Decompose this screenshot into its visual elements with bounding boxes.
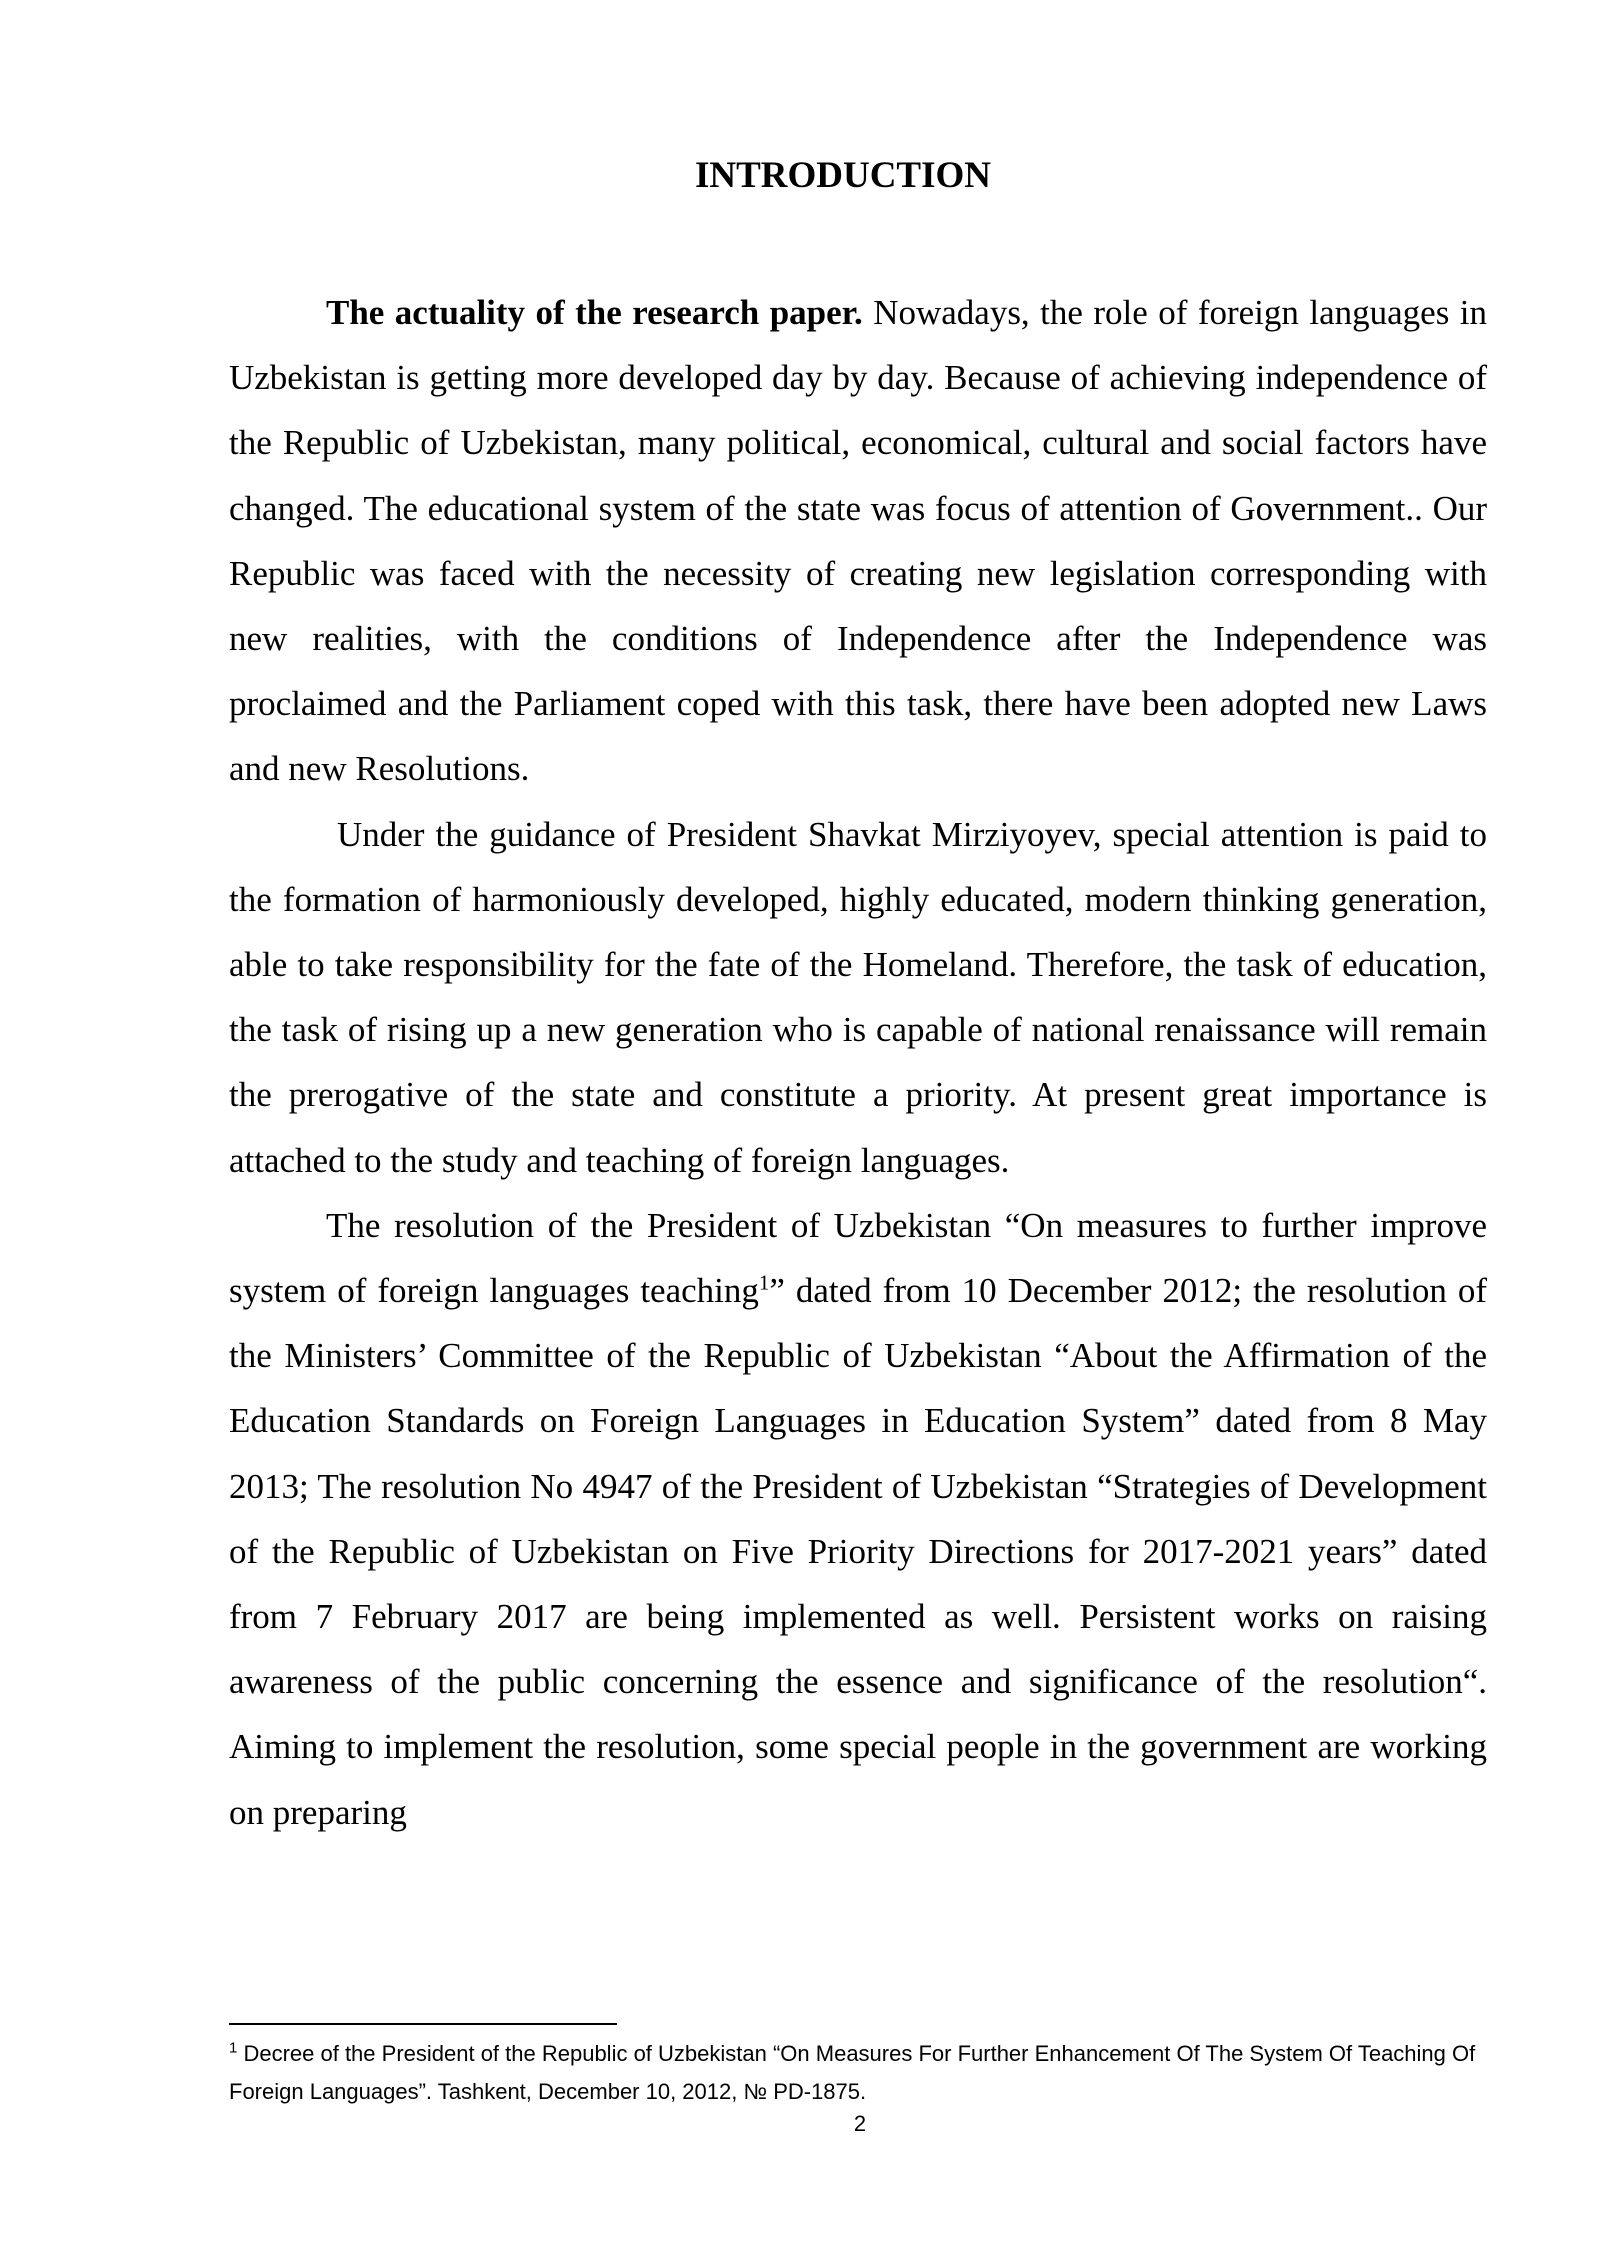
paragraph-resolutions	[229, 1193, 1487, 1845]
footnote-text: Decree of the President of the Republic of Uzbekistan “On Measures For Further Enhancement Of The System Of Teaching Of Foreign Languages”. Tashkent, December 10, 2012, № PD-1875.	[229, 2041, 1476, 2104]
footnote-separator	[229, 2023, 617, 2025]
body-text	[229, 280, 1487, 1845]
paragraph-guidance	[229, 802, 1487, 1193]
paragraph-lead: The actuality of the research paper.	[326, 293, 863, 332]
section-heading: INTRODUCTION	[694, 155, 992, 196]
footnote	[229, 2035, 1489, 2111]
paragraph-text: Under the guidance of President Shavkat Mirziyoyev, special attention is paid to the formation of harmoniously developed, highly educated, modern thinking generation, able to take responsibility for the fate of the Homeland. Therefore, the task of education, the task of rising up a new generation who is capable of national renaissance will remain the prerogative of the state and constitute a priority. At present great importance is attached to the study and teaching of foreign languages.	[229, 814, 1487, 1180]
paragraph-text: The resolution of the President of Uzbekistan “On measures to further improve system of foreign languages teaching	[229, 1205, 1487, 1311]
paragraph-text: Nowadays, the role of foreign languages in Uzbekistan is getting more developed day by day. Because of achieving independence of the Republic of Uzbekistan, many political, economical, cultural and social factors have changed. The educational system of the state was focus of attention of Government.. Our Republic was faced with the necessity of creating new legislation corresponding with new realities, with the conditions of Independence after the Independence was proclaimed and the Parliament coped with this task, there have been adopted new Laws and new Resolutions.	[229, 293, 1487, 789]
paragraph-text: ” dated from 10 December 2012; the resolution of the Ministers’ Committee of the Republic of Uzbekistan “About the Affirmation of the Education Standards on Foreign Languages in Education System” dated from 8 May 2013; The resolution No 4947 of the President of Uzbekistan “Strategies of Development of the Republic of Uzbekistan on Five Priority Directions for 2017-2021 years” dated from 7 February 2017 are being implemented as well. Persistent works on raising awareness of the public concerning the essence and significance of the resolution“. Aiming to implement the resolution, some special people in the government are working on preparing	[229, 1271, 1487, 1832]
page-number: 2	[853, 2111, 867, 2136]
footnote-number: 1	[229, 2039, 238, 2057]
footnote-reference[interactable]: 1	[758, 1270, 770, 1295]
paragraph-actuality	[229, 280, 1487, 802]
